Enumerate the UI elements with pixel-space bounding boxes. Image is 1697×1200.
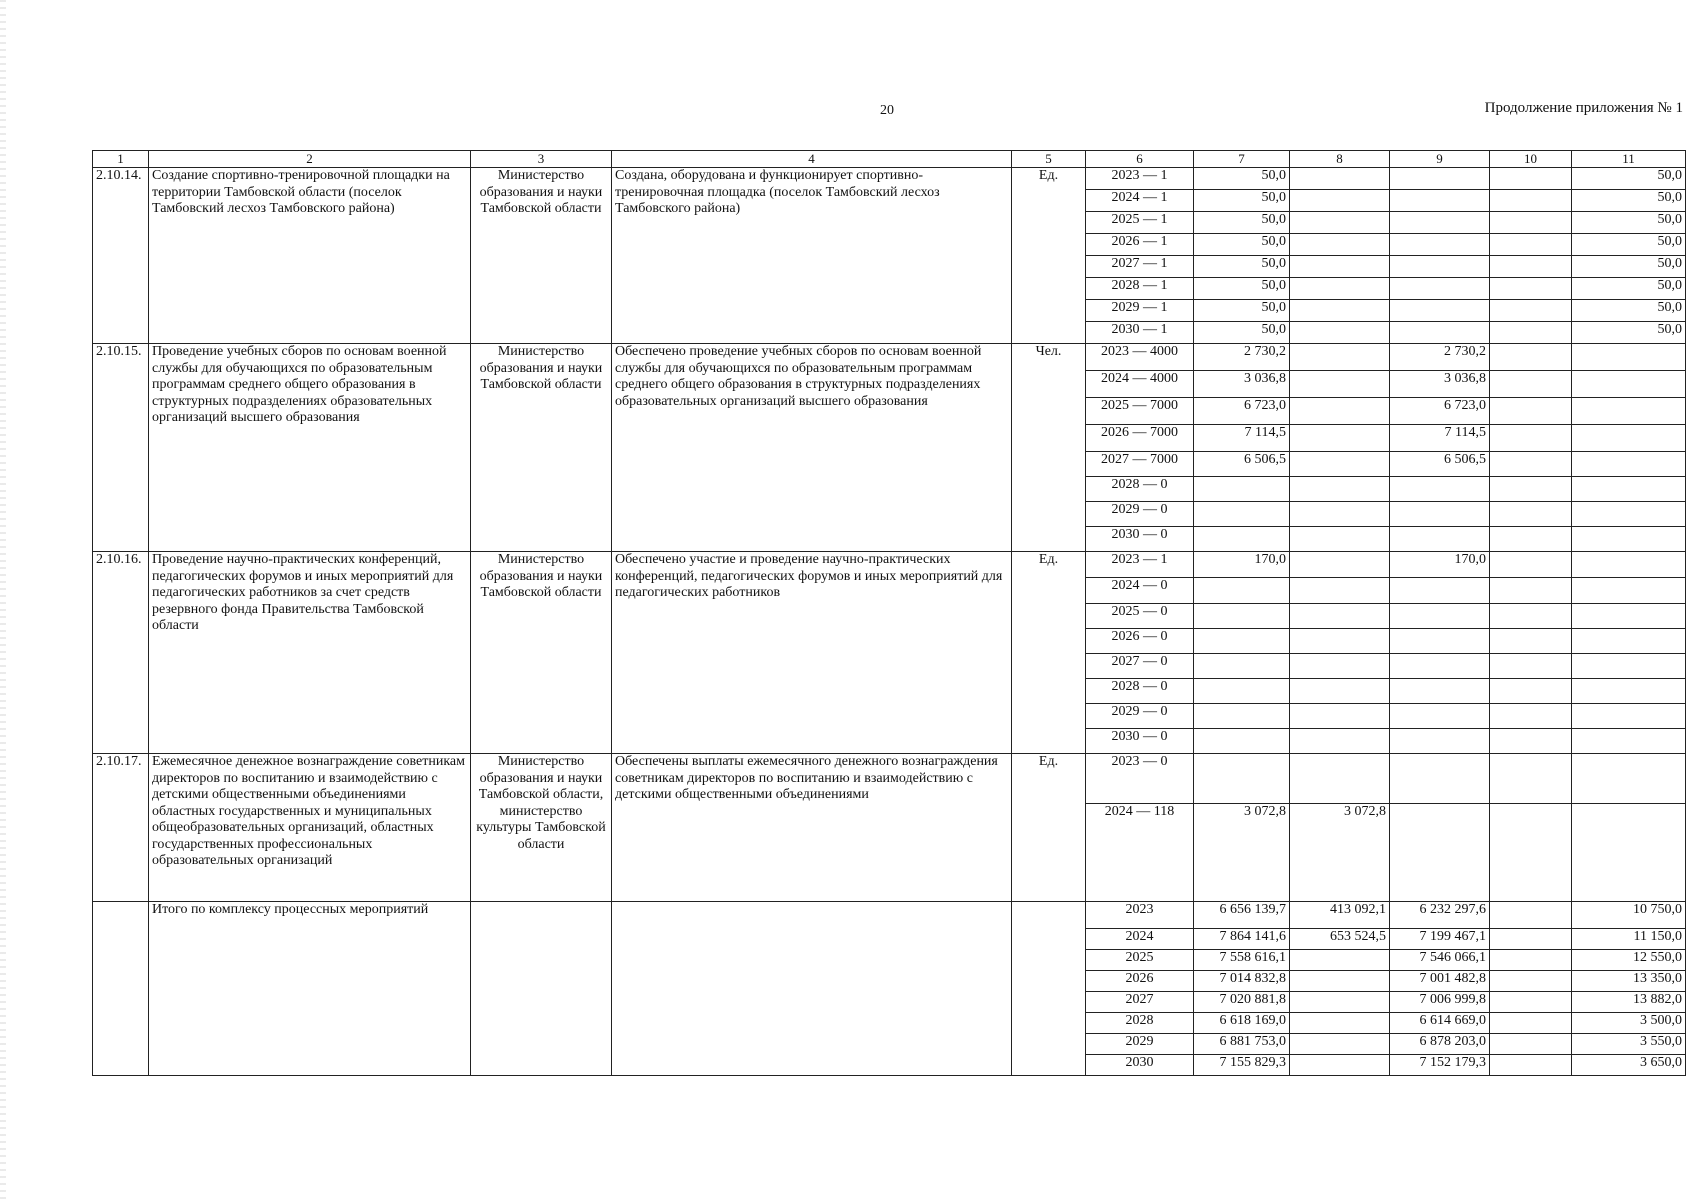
- item-number: 2.10.14.: [93, 168, 149, 344]
- year-value-cell: 2023 — 4000: [1086, 344, 1194, 371]
- item-name: Ежемесячное денежное вознаграждение советникам директоров по воспитанию и взаимодействию с детскими общественными объединениями областных государственных и муниципальных общеобразовательных организаций, областных государственных профессиональных образовательных организаций: [149, 754, 471, 902]
- amount-cell-c8: [1290, 425, 1390, 452]
- amount-cell-c10: [1490, 190, 1572, 212]
- amount-cell-c9: [1390, 502, 1490, 527]
- amount-cell-c7: 50,0: [1194, 212, 1290, 234]
- total-amount-c7: 7 020 881,8: [1194, 992, 1290, 1013]
- total-amount-c8: [1290, 950, 1390, 971]
- total-amount-c10: [1490, 1013, 1572, 1034]
- year-value-cell: 2026 — 0: [1086, 629, 1194, 654]
- amount-cell-c9: [1390, 754, 1490, 804]
- amount-cell-c10: [1490, 344, 1572, 371]
- total-amount-c7: 6 881 753,0: [1194, 1034, 1290, 1055]
- year-value-cell: 2024 — 1: [1086, 190, 1194, 212]
- amount-cell-c11: [1572, 578, 1686, 604]
- amount-cell-c7: 7 114,5: [1194, 425, 1290, 452]
- total-amount-c10: [1490, 971, 1572, 992]
- total-empty-executor: [471, 902, 612, 1076]
- year-value-cell: 2028 — 0: [1086, 679, 1194, 704]
- amount-cell-c9: 6 723,0: [1390, 398, 1490, 425]
- total-amount-c8: [1290, 992, 1390, 1013]
- amount-cell-c10: [1490, 527, 1572, 552]
- amount-cell-c9: [1390, 278, 1490, 300]
- total-amount-c8: [1290, 1013, 1390, 1034]
- total-year-cell: 2023: [1086, 902, 1194, 929]
- amount-cell-c8: [1290, 679, 1390, 704]
- total-amount-c8: [1290, 971, 1390, 992]
- amount-cell-c7: 50,0: [1194, 234, 1290, 256]
- amount-cell-c9: [1390, 729, 1490, 754]
- amount-cell-c8: [1290, 654, 1390, 679]
- amount-cell-c8: [1290, 190, 1390, 212]
- year-value-cell: 2027 — 7000: [1086, 452, 1194, 477]
- amount-cell-c10: [1490, 679, 1572, 704]
- item-name: Проведение учебных сборов по основам военной службы для обучающихся по образовательным программам среднего общего образования в структурных подразделениях образовательных организаций высшего образования: [149, 344, 471, 552]
- amount-cell-c10: [1490, 398, 1572, 425]
- total-amount-c9: 7 199 467,1: [1390, 929, 1490, 950]
- year-value-cell: 2030 — 1: [1086, 322, 1194, 344]
- year-value-cell: 2023 — 0: [1086, 754, 1194, 804]
- amount-cell-c10: [1490, 729, 1572, 754]
- amount-cell-c8: [1290, 729, 1390, 754]
- amount-cell-c7: 50,0: [1194, 190, 1290, 212]
- amount-cell-c11: [1572, 604, 1686, 629]
- header-col-8: 8: [1290, 151, 1390, 168]
- item-result: Обеспечено проведение учебных сборов по основам военной службы для обучающихся по образовательным программам среднего общего образования в структурных подразделениях образовательных организаций высшего образования: [612, 344, 1012, 552]
- amount-cell-c9: [1390, 234, 1490, 256]
- year-value-cell: 2030 — 0: [1086, 527, 1194, 552]
- total-amount-c8: [1290, 1055, 1390, 1076]
- year-value-cell: 2026 — 7000: [1086, 425, 1194, 452]
- appendix-continuation-label: Продолжение приложения № 1: [1484, 100, 1683, 116]
- total-amount-c7: 7 864 141,6: [1194, 929, 1290, 950]
- amount-cell-c11: [1572, 552, 1686, 578]
- amount-cell-c8: [1290, 256, 1390, 278]
- header-col-4: 4: [612, 151, 1012, 168]
- amount-cell-c11: [1572, 527, 1686, 552]
- total-amount-c9: 7 546 066,1: [1390, 950, 1490, 971]
- amount-cell-c11: [1572, 804, 1686, 902]
- amount-cell-c7: 50,0: [1194, 300, 1290, 322]
- total-amount-c11: 12 550,0: [1572, 950, 1686, 971]
- amount-cell-c9: [1390, 527, 1490, 552]
- amount-cell-c11: [1572, 679, 1686, 704]
- item-number: 2.10.17.: [93, 754, 149, 902]
- amount-cell-c7: [1194, 604, 1290, 629]
- amount-cell-c11: 50,0: [1572, 300, 1686, 322]
- total-amount-c11: 13 882,0: [1572, 992, 1686, 1013]
- year-value-cell: 2025 — 1: [1086, 212, 1194, 234]
- amount-cell-c8: [1290, 344, 1390, 371]
- amount-cell-c11: 50,0: [1572, 234, 1686, 256]
- amount-cell-c10: [1490, 168, 1572, 190]
- amount-cell-c8: [1290, 552, 1390, 578]
- total-empty-result: [612, 902, 1012, 1076]
- amount-cell-c9: [1390, 322, 1490, 344]
- amount-cell-c10: [1490, 234, 1572, 256]
- amount-cell-c9: [1390, 190, 1490, 212]
- amount-cell-c11: 50,0: [1572, 322, 1686, 344]
- total-year-cell: 2029: [1086, 1034, 1194, 1055]
- amount-cell-c8: [1290, 371, 1390, 398]
- amount-cell-c11: [1572, 477, 1686, 502]
- amount-cell-c10: [1490, 212, 1572, 234]
- amount-cell-c8: [1290, 452, 1390, 477]
- amount-cell-c8: [1290, 502, 1390, 527]
- year-value-cell: 2023 — 1: [1086, 168, 1194, 190]
- item-number: 2.10.15.: [93, 344, 149, 552]
- amount-cell-c7: 3 036,8: [1194, 371, 1290, 398]
- amount-cell-c10: [1490, 322, 1572, 344]
- amount-cell-c11: [1572, 425, 1686, 452]
- amount-cell-c8: [1290, 278, 1390, 300]
- total-year-cell: 2030: [1086, 1055, 1194, 1076]
- total-amount-c10: [1490, 1034, 1572, 1055]
- amount-cell-c10: [1490, 300, 1572, 322]
- total-amount-c11: 3 650,0: [1572, 1055, 1686, 1076]
- amount-cell-c9: [1390, 477, 1490, 502]
- header-col-10: 10: [1490, 151, 1572, 168]
- year-value-cell: 2029 — 0: [1086, 704, 1194, 729]
- amount-cell-c7: [1194, 754, 1290, 804]
- header-col-9: 9: [1390, 151, 1490, 168]
- amount-cell-c10: [1490, 425, 1572, 452]
- year-value-cell: 2024 — 118: [1086, 804, 1194, 902]
- page-number: 20: [880, 103, 894, 118]
- amount-cell-c11: [1572, 629, 1686, 654]
- item-name: Проведение научно-практических конференций, педагогических форумов и иных мероприятий для педагогических работников за счет средств резервного фонда Правительства Тамбовской области: [149, 552, 471, 754]
- total-amount-c11: 10 750,0: [1572, 902, 1686, 929]
- total-amount-c7: 7 014 832,8: [1194, 971, 1290, 992]
- amount-cell-c9: [1390, 629, 1490, 654]
- amount-cell-c7: [1194, 679, 1290, 704]
- year-value-cell: 2024 — 4000: [1086, 371, 1194, 398]
- amount-cell-c8: [1290, 398, 1390, 425]
- total-amount-c10: [1490, 902, 1572, 929]
- amount-cell-c10: [1490, 278, 1572, 300]
- amount-cell-c11: [1572, 502, 1686, 527]
- amount-cell-c9: [1390, 679, 1490, 704]
- amount-cell-c10: [1490, 256, 1572, 278]
- year-value-cell: 2025 — 0: [1086, 604, 1194, 629]
- amount-cell-c11: [1572, 371, 1686, 398]
- amount-cell-c9: 170,0: [1390, 552, 1490, 578]
- amount-cell-c8: [1290, 704, 1390, 729]
- amount-cell-c7: [1194, 654, 1290, 679]
- amount-cell-c10: [1490, 477, 1572, 502]
- total-amount-c11: 11 150,0: [1572, 929, 1686, 950]
- header-row: [93, 151, 1686, 168]
- amount-cell-c8: [1290, 212, 1390, 234]
- amount-cell-c11: [1572, 704, 1686, 729]
- total-amount-c11: 3 500,0: [1572, 1013, 1686, 1034]
- total-amount-c10: [1490, 929, 1572, 950]
- amount-cell-c10: [1490, 804, 1572, 902]
- header-col-6: 6: [1086, 151, 1194, 168]
- amount-cell-c11: [1572, 754, 1686, 804]
- table-row: [93, 344, 1686, 371]
- item-executor: Министерство образования и науки Тамбовской области, министерство культуры Тамбовской области: [471, 754, 612, 902]
- amount-cell-c9: 7 114,5: [1390, 425, 1490, 452]
- header-col-2: 2: [149, 151, 471, 168]
- amount-cell-c10: [1490, 552, 1572, 578]
- amount-cell-c9: [1390, 704, 1490, 729]
- amount-cell-c8: [1290, 527, 1390, 552]
- total-year-cell: 2024: [1086, 929, 1194, 950]
- total-empty-num: [93, 902, 149, 1076]
- amount-cell-c11: 50,0: [1572, 256, 1686, 278]
- year-value-cell: 2028 — 0: [1086, 477, 1194, 502]
- item-unit: Ед.: [1012, 754, 1086, 902]
- amount-cell-c9: [1390, 212, 1490, 234]
- amount-cell-c7: 50,0: [1194, 168, 1290, 190]
- amount-cell-c10: [1490, 578, 1572, 604]
- total-amount-c7: 7 155 829,3: [1194, 1055, 1290, 1076]
- amount-cell-c9: 6 506,5: [1390, 452, 1490, 477]
- amount-cell-c9: [1390, 168, 1490, 190]
- table-row: [93, 168, 1686, 190]
- amount-cell-c10: [1490, 754, 1572, 804]
- year-value-cell: 2027 — 0: [1086, 654, 1194, 679]
- amount-cell-c9: [1390, 578, 1490, 604]
- amount-cell-c11: [1572, 654, 1686, 679]
- amount-cell-c7: 6 723,0: [1194, 398, 1290, 425]
- year-value-cell: 2028 — 1: [1086, 278, 1194, 300]
- amount-cell-c7: [1194, 578, 1290, 604]
- item-unit: Ед.: [1012, 552, 1086, 754]
- amount-cell-c8: [1290, 477, 1390, 502]
- total-amount-c9: 7 152 179,3: [1390, 1055, 1490, 1076]
- amount-cell-c8: [1290, 168, 1390, 190]
- total-row: [93, 902, 1686, 929]
- item-executor: Министерство образования и науки Тамбовской области: [471, 344, 612, 552]
- amount-cell-c11: 50,0: [1572, 168, 1686, 190]
- item-unit: Ед.: [1012, 168, 1086, 344]
- total-amount-c10: [1490, 950, 1572, 971]
- total-year-cell: 2025: [1086, 950, 1194, 971]
- amount-cell-c7: 50,0: [1194, 322, 1290, 344]
- amount-cell-c8: [1290, 629, 1390, 654]
- header-col-5: 5: [1012, 151, 1086, 168]
- amount-cell-c8: [1290, 578, 1390, 604]
- amount-cell-c9: 2 730,2: [1390, 344, 1490, 371]
- amount-cell-c7: 6 506,5: [1194, 452, 1290, 477]
- total-amount-c10: [1490, 1055, 1572, 1076]
- amount-cell-c9: 3 036,8: [1390, 371, 1490, 398]
- item-number: 2.10.16.: [93, 552, 149, 754]
- amount-cell-c8: [1290, 322, 1390, 344]
- total-amount-c7: 6 656 139,7: [1194, 902, 1290, 929]
- amount-cell-c9: [1390, 804, 1490, 902]
- item-executor: Министерство образования и науки Тамбовской области: [471, 552, 612, 754]
- year-value-cell: 2030 — 0: [1086, 729, 1194, 754]
- amount-cell-c11: 50,0: [1572, 278, 1686, 300]
- amount-cell-c7: [1194, 704, 1290, 729]
- amount-cell-c7: [1194, 729, 1290, 754]
- amount-cell-c8: [1290, 234, 1390, 256]
- amount-cell-c10: [1490, 371, 1572, 398]
- amount-cell-c11: 50,0: [1572, 190, 1686, 212]
- amount-cell-c11: [1572, 729, 1686, 754]
- amount-cell-c8: [1290, 604, 1390, 629]
- amount-cell-c7: 2 730,2: [1194, 344, 1290, 371]
- year-value-cell: 2027 — 1: [1086, 256, 1194, 278]
- amount-cell-c11: [1572, 344, 1686, 371]
- amount-cell-c9: [1390, 654, 1490, 679]
- amount-cell-c7: 170,0: [1194, 552, 1290, 578]
- amount-cell-c10: [1490, 704, 1572, 729]
- total-empty-unit: [1012, 902, 1086, 1076]
- amount-cell-c8: [1290, 754, 1390, 804]
- total-amount-c11: 13 350,0: [1572, 971, 1686, 992]
- amount-cell-c7: 50,0: [1194, 256, 1290, 278]
- amount-cell-c7: 3 072,8: [1194, 804, 1290, 902]
- scan-edge-artifact: [0, 0, 6, 1200]
- total-year-cell: 2027: [1086, 992, 1194, 1013]
- total-amount-c9: 7 006 999,8: [1390, 992, 1490, 1013]
- item-name: Создание спортивно-тренировочной площадки на территории Тамбовской области (поселок Тамбовский лесхоз Тамбовского района): [149, 168, 471, 344]
- total-amount-c8: [1290, 1034, 1390, 1055]
- amount-cell-c10: [1490, 502, 1572, 527]
- amount-cell-c10: [1490, 654, 1572, 679]
- total-amount-c8: 413 092,1: [1290, 902, 1390, 929]
- year-value-cell: 2029 — 1: [1086, 300, 1194, 322]
- total-amount-c11: 3 550,0: [1572, 1034, 1686, 1055]
- table-row: [93, 552, 1686, 578]
- amount-cell-c11: [1572, 398, 1686, 425]
- total-amount-c9: 6 232 297,6: [1390, 902, 1490, 929]
- amount-cell-c11: [1572, 452, 1686, 477]
- year-value-cell: 2029 — 0: [1086, 502, 1194, 527]
- amount-cell-c8: 3 072,8: [1290, 804, 1390, 902]
- total-amount-c7: 6 618 169,0: [1194, 1013, 1290, 1034]
- amount-cell-c8: [1290, 300, 1390, 322]
- year-value-cell: 2026 — 1: [1086, 234, 1194, 256]
- amount-cell-c7: [1194, 502, 1290, 527]
- total-amount-c9: 6 878 203,0: [1390, 1034, 1490, 1055]
- item-result: Обеспечено участие и проведение научно-практических конференций, педагогических форумов и иных мероприятий для педагогических работников: [612, 552, 1012, 754]
- total-amount-c7: 7 558 616,1: [1194, 950, 1290, 971]
- year-value-cell: 2025 — 7000: [1086, 398, 1194, 425]
- amount-cell-c9: [1390, 256, 1490, 278]
- header-col-1: 1: [93, 151, 149, 168]
- amount-cell-c9: [1390, 604, 1490, 629]
- total-amount-c9: 7 001 482,8: [1390, 971, 1490, 992]
- total-label: Итого по комплексу процессных мероприятий: [149, 902, 471, 1076]
- total-year-cell: 2028: [1086, 1013, 1194, 1034]
- header-col-7: 7: [1194, 151, 1290, 168]
- item-result: Обеспечены выплаты ежемесячного денежного вознаграждения советникам директоров по воспитанию и взаимодействию с детскими общественными объединениями: [612, 754, 1012, 902]
- amount-cell-c7: [1194, 477, 1290, 502]
- amount-cell-c11: 50,0: [1572, 212, 1686, 234]
- table-row: [93, 754, 1686, 804]
- amount-cell-c7: 50,0: [1194, 278, 1290, 300]
- header-col-3: 3: [471, 151, 612, 168]
- header-col-11: 11: [1572, 151, 1686, 168]
- item-unit: Чел.: [1012, 344, 1086, 552]
- total-amount-c8: 653 524,5: [1290, 929, 1390, 950]
- amount-cell-c10: [1490, 604, 1572, 629]
- measures-table: [92, 150, 1686, 1076]
- amount-cell-c10: [1490, 629, 1572, 654]
- amount-cell-c10: [1490, 452, 1572, 477]
- amount-cell-c9: [1390, 300, 1490, 322]
- amount-cell-c7: [1194, 527, 1290, 552]
- year-value-cell: 2024 — 0: [1086, 578, 1194, 604]
- total-amount-c9: 6 614 669,0: [1390, 1013, 1490, 1034]
- year-value-cell: 2023 — 1: [1086, 552, 1194, 578]
- total-amount-c10: [1490, 992, 1572, 1013]
- item-result: Создана, оборудована и функционирует спортивно-тренировочная площадка (поселок Тамбовский лесхоз Тамбовского района): [612, 168, 1012, 344]
- item-executor: Министерство образования и науки Тамбовской области: [471, 168, 612, 344]
- total-year-cell: 2026: [1086, 971, 1194, 992]
- amount-cell-c7: [1194, 629, 1290, 654]
